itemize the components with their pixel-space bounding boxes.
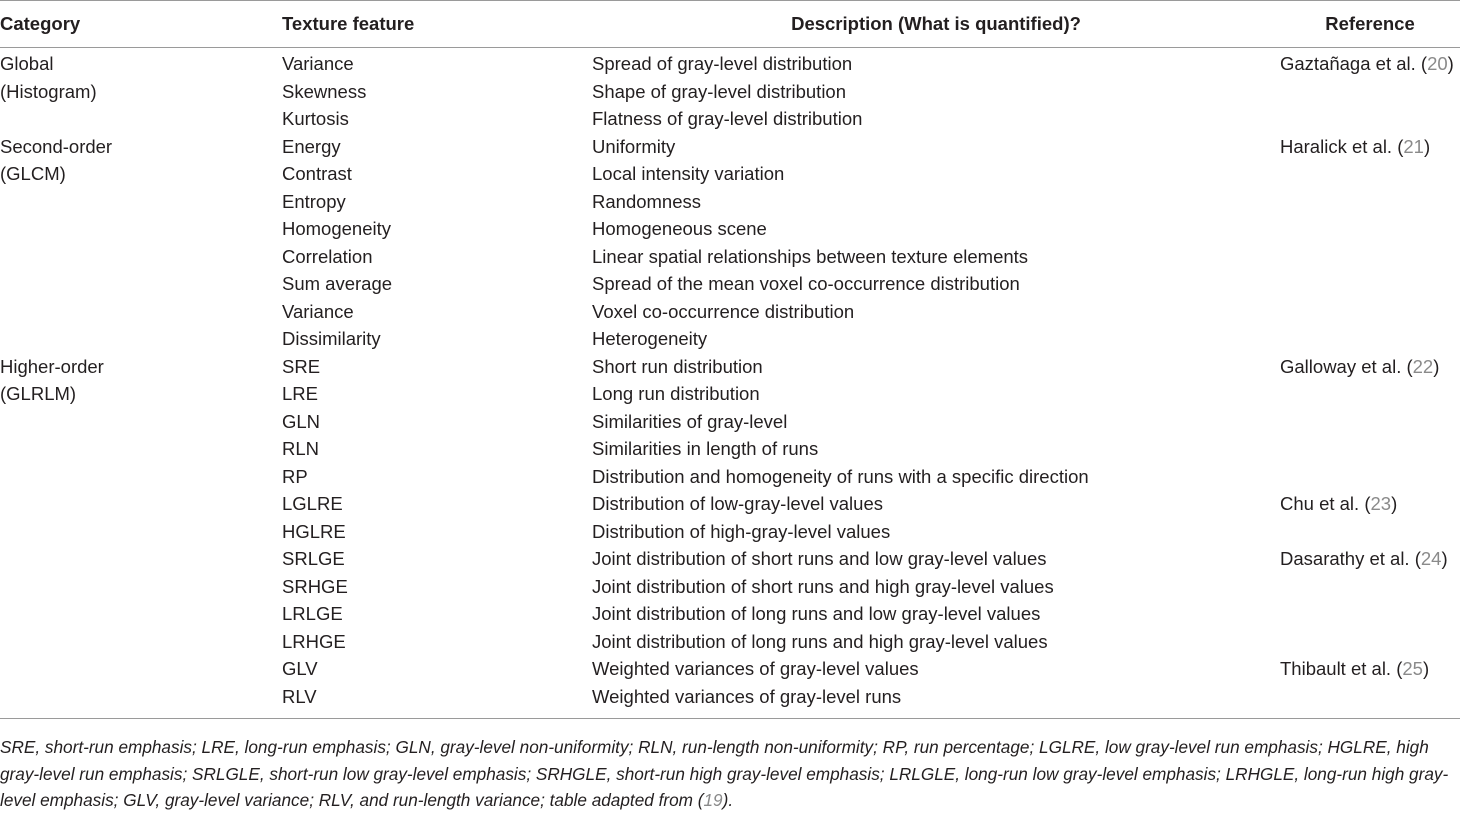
cell-category [0,270,282,298]
reference-link[interactable]: 20 [1427,53,1448,74]
reference-text: Gaztañaga et al. ( [1280,53,1428,74]
cell-description: Distribution of high-gray-level values [592,520,891,542]
cell-reference [1280,325,1460,353]
cell-description: Joint distribution of short runs and high gray-level values [592,575,1054,597]
reference-close: ) [1391,493,1398,514]
cell-description: Flatness of gray-level distribution [592,108,863,129]
cell-texture-feature: LRHGE [282,630,346,652]
table-body [0,48,1460,719]
cell-reference [1280,188,1460,216]
header-reference: Reference [1280,1,1460,48]
reference-close: ) [1433,355,1440,377]
reference-link[interactable]: 21 [1403,135,1424,157]
cell-category [0,105,282,133]
cell-description: Voxel co-occurrence distribution [592,300,855,322]
footnote-reference-link[interactable]: 19 [703,790,723,810]
cell-reference [1280,490,1460,518]
cell-reference [1280,215,1460,243]
cell-texture-feature: SRHGE [282,575,348,597]
cell-category [0,463,282,491]
cell-texture-feature: SRE [282,355,321,377]
cell-description: Similarities of gray-level [592,410,788,432]
cell-description: Homogeneous scene [592,218,767,239]
cell-reference [1280,105,1460,133]
cell-texture-feature: Variance [282,53,354,74]
table-row [0,408,1460,436]
cell-description: Similarities in length of runs [592,438,819,459]
reference-text: Galloway et al. ( [1280,355,1413,377]
cell-texture-feature: Energy [282,135,341,157]
cell-category [0,655,282,683]
cell-category: (GLCM) [0,163,66,184]
table-row [0,215,1460,243]
cell-reference [1280,545,1460,573]
cell-category: Second-order [0,135,113,157]
cell-reference [1280,133,1460,161]
cell-description: Randomness [592,190,702,212]
cell-reference [1280,435,1460,463]
cell-category [0,518,282,546]
table-row [0,298,1460,326]
reference-text: Dasarathy et al. ( [1280,548,1421,569]
cell-reference [1280,243,1460,271]
cell-texture-feature: Skewness [282,80,367,102]
cell-reference [1280,463,1460,491]
reference-text: Thibault et al. ( [1280,658,1403,679]
header-texture-feature: Texture feature [282,1,592,48]
cell-texture-feature: Variance [282,300,354,322]
table-row [0,133,1460,161]
table-row [0,160,1460,188]
header-category: Category [0,1,282,48]
table-row [0,683,1460,719]
table-row [0,243,1460,271]
cell-texture-feature: HGLRE [282,520,346,542]
table-row [0,435,1460,463]
cell-description: Uniformity [592,135,676,157]
table-row [0,518,1460,546]
table-row [0,573,1460,601]
cell-category [0,573,282,601]
cell-reference [1280,270,1460,298]
table-row [0,188,1460,216]
cell-texture-feature: LRE [282,383,318,404]
cell-description: Local intensity variation [592,163,785,184]
cell-texture-feature: GLV [282,658,318,679]
reference-close: ) [1423,135,1431,157]
footnote-close: ). [722,790,734,810]
header-description: Description (What is quantified)? [592,1,1280,48]
table-row [0,600,1460,628]
cell-texture-feature: Entropy [282,190,346,212]
cell-description: Linear spatial relationships between texture elements [592,245,1029,267]
cell-texture-feature: Sum average [282,273,393,294]
reference-close: ) [1422,658,1430,679]
cell-description: Joint distribution of long runs and low gray-level values [592,603,1041,624]
cell-reference [1280,298,1460,326]
cell-description: Spread of gray-level distribution [592,53,853,74]
cell-category [0,490,282,518]
table-row [0,545,1460,573]
cell-reference [1280,380,1460,408]
table-row [0,380,1460,408]
cell-description: Distribution and homogeneity of runs with a specific direction [592,465,1089,487]
cell-description: Distribution of low-gray-level values [592,493,883,514]
cell-category [0,215,282,243]
cell-texture-feature: LRLGE [282,603,343,624]
cell-texture-feature: RP [282,465,308,487]
table-row [0,270,1460,298]
cell-description: Weighted variances of gray-level values [592,658,919,679]
cell-reference [1280,600,1460,628]
cell-category [0,298,282,326]
cell-description: Shape of gray-level distribution [592,80,847,102]
cell-category [0,325,282,353]
cell-category [0,683,282,719]
cell-category: (Histogram) [0,80,97,102]
cell-texture-feature: Dissimilarity [282,328,381,349]
table-row [0,105,1460,133]
cell-category [0,188,282,216]
cell-description: Short run distribution [592,355,763,377]
cell-reference [1280,518,1460,546]
table-footnote [0,734,1460,814]
cell-description: Joint distribution of short runs and low gray-level values [592,548,1047,569]
cell-reference [1280,573,1460,601]
reference-close: ) [1441,548,1448,569]
cell-description: Weighted variances of gray-level runs [592,683,1280,719]
cell-reference [1280,353,1460,381]
reference-close: ) [1447,53,1454,74]
cell-category: Global [0,53,54,74]
cell-reference [1280,160,1460,188]
cell-description: Joint distribution of long runs and high gray-level values [592,630,1048,652]
reference-link[interactable]: 24 [1420,548,1442,569]
reference-link[interactable]: 22 [1412,355,1434,377]
table-row [0,628,1460,656]
footnote-text: SRE, short-run emphasis; LRE, long-run emphasis; GLN, gray-level non-uniformity; RLN, run-length non-uniformity; RP, run percentage; LGLRE, low gray-level run emphasis; HGLRE, high gray-level run emphasis; SRLGLE, short-run low gray-level emphasis; SRHGLE, short-run high gray-level emphasis; LRLGLE, long-run low gray-level emphasis; LRHGLE, long-run high gray-level emphasis; GLV, gray-level variance; RLV, and run-length variance; table adapted from ( [0,737,1449,810]
cell-texture-feature: RLN [282,438,320,459]
cell-category [0,408,282,436]
table-row [0,655,1460,683]
cell-texture-feature: GLN [282,410,321,432]
cell-description: Heterogeneity [592,328,708,349]
table-row [0,353,1460,381]
cell-category [0,628,282,656]
cell-description: Spread of the mean voxel co-occurrence distribution [592,273,1020,294]
cell-texture-feature: RLV [282,683,592,719]
cell-reference [1280,78,1460,106]
cell-category: Higher-order [0,355,104,377]
cell-texture-feature: SRLGE [282,548,345,569]
reference-text: Haralick et al. ( [1280,135,1404,157]
cell-texture-feature: Contrast [282,163,352,184]
cell-reference [1280,48,1460,78]
table-row [0,48,1460,78]
table-row [0,490,1460,518]
cell-description: Long run distribution [592,383,760,404]
table-row [0,463,1460,491]
cell-texture-feature: Correlation [282,245,373,267]
cell-category [0,435,282,463]
cell-texture-feature: LGLRE [282,493,343,514]
cell-category [0,600,282,628]
reference-link[interactable]: 25 [1402,658,1423,679]
cell-reference [1280,655,1460,683]
cell-reference [1280,683,1460,719]
reference-text: Chu et al. ( [1280,493,1371,514]
cell-texture-feature: Kurtosis [282,108,349,129]
cell-texture-feature: Homogeneity [282,218,392,239]
cell-category: (GLRLM) [0,383,77,404]
table-header-row [0,1,1460,48]
table-row [0,78,1460,106]
cell-category [0,243,282,271]
reference-link[interactable]: 23 [1370,493,1392,514]
cell-reference [1280,408,1460,436]
cell-category [0,545,282,573]
cell-reference [1280,628,1460,656]
table-row [0,325,1460,353]
